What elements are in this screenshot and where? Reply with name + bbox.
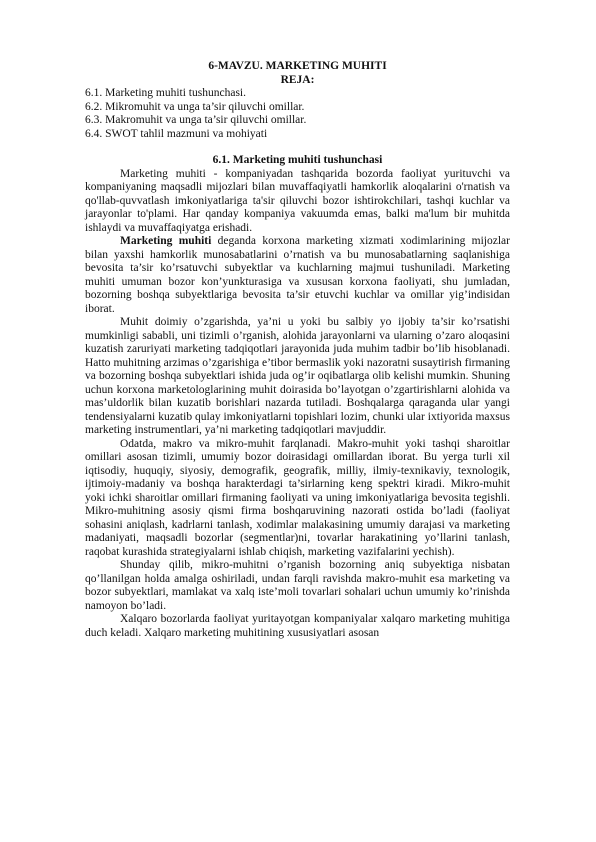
paragraph: Shunday qilib, mikro-muhitni o’rganish bozorning aniq subyektiga nisbatan qo’llanilgan holda amalga oshiriladi, undan farqli ravishda makro-muhit esa marketing va bozor subyektlari, mamlakat va xalq iste’moli tovarlari sohalari uchun umumiy ko’rinishda namoyon bo’ladi. — [85, 559, 510, 612]
paragraph: Xalqaro bozorlarda faoliyat yuritayotgan kompaniyalar xalqaro marketing muhitiga duch keladi. Xalqaro marketing muhitining xususiyatlari asosan — [85, 613, 510, 639]
paragraph: Muhit doimiy o’zgarishda, ya’ni u yoki bu salbiy yo ijobiy ta’sir ko’rsatishi mumkinligi sababli, uni tizimli o’rganish, alohida jarayonlarni va ularning o’zaro aloqasini kuzatish zaruriyati marketing tadqiqotlari jarayonida juda muhim tadbir bo’lib hisoblanadi. Hatto muhitning arzimas o’zgarishiga e’tibor bermaslik yoki nazoratni susaytirish firmaning va bozorning boshqa subyektlari ishida juda og’ir oqibatlarga olib kelishi mumkin. Shuning uchun korxona marketologlarining muhit doirasida bo’layotgan o’zgartirishlarni alohida va mas’uldorlik bilan kuzatib borishlari nazarda tutiladi. Boshqalarga qaraganda ular yangi tendensiyalarni kuzatib qulay imkoniyatlarni topishlari lozim, chunki ular ixtiyorida maxsus marketing instrumentlari, ya’ni marketing tadqiqotlari mavjuddir. — [85, 316, 510, 436]
toc-item: 6.3. Makromuhit va unga ta’sir qiluvchi omillar. — [85, 114, 307, 126]
section-title: 6.1. Marketing muhiti tushunchasi — [212, 154, 383, 166]
paragraph: Marketing muhiti - kompaniyadan tashqarida bozorda faoliyat yurituvchi va kompaniyaning maqsadli mijozlari bilan muvaffaqiyatli hamkorlik aloqalarini o'rnatish va qo'llab-quvvatlash imkoniyatlariga ta'sir qiluvchi bozor ishtirokchilari, tashqi kuchlar va jarayonlar to'plami. Har qanday kompaniya vakuumda emas, balki ma'lum bir muhitda ishlaydi va muvaffaqiyatga erishadi. — [85, 167, 510, 234]
paragraph: Odatda, makro va mikro-muhit farqlanadi. Makro-muhit yoki tashqi sharoitlar omillari asosan tizimli, umumiy bozor doirasidagi omillardan iborat. Bu yerga turli xil iqtisodiy, huquqiy, siyosiy, demografik, geografik, milliy, ilmiy-texnikaviy, texnologik, ijtimoiy-madaniy va boshqa harakterdagi ta’sirlarning keng spektri kiradi. Mikro-muhit yoki ichki sharoitlar omillari firmaning faoliyati va uning imkoniyatlariga bevosita tegishli. Mikro-muhitning asosiy qismi firma boshqaruvining nazorati ostida bo’ladi (faoliyat sohasini aniqlash, kadrlarni tanlash, xodimlar malakasining umumiy darajasi va marketing madaniyati, maqsadli bozorlar (segmentlar)ni, tovarlar harakatining yo’llarini tanlash, raqobat kurashida strategiyalarni ishlab chiqish, marketing vazifalarini yechish). — [85, 437, 510, 558]
paragraph-text: deganda korxona marketing xizmati xodimlarining mijozlar bilan yaxshi hamkorlik munosabatlarini o’rnatish va bu munosabatlarning saqlanishiga bevosita ta’sir ko’rsatuvchi subyektlar va kuchlarning majmui tushuniladi. Marketing muhiti umuman bozor kon’yunkturasiga va xususan korxona faoliyati, shu jumladan, bozorning boshqa subyektlariga bevosita ta’sir etuvchi kuchlar va omillar yig’indisidan iborat. — [85, 235, 510, 315]
plan-heading: REJA: — [280, 73, 315, 86]
toc-item: 6.1. Marketing muhiti tushunchasi. — [85, 87, 246, 99]
bold-term: Marketing muhiti — [120, 235, 212, 247]
document-title: 6-MAVZU. MARKETING MUHITI — [208, 60, 387, 72]
document-page — [85, 60, 510, 640]
paragraph — [85, 235, 510, 316]
table-of-contents — [85, 87, 510, 141]
toc-item: 6.2. Mikromuhit va unga ta’sir qiluvchi omillar. — [85, 100, 305, 113]
toc-item: 6.4. SWOT tahlil mazmuni va mohiyati — [85, 127, 268, 140]
